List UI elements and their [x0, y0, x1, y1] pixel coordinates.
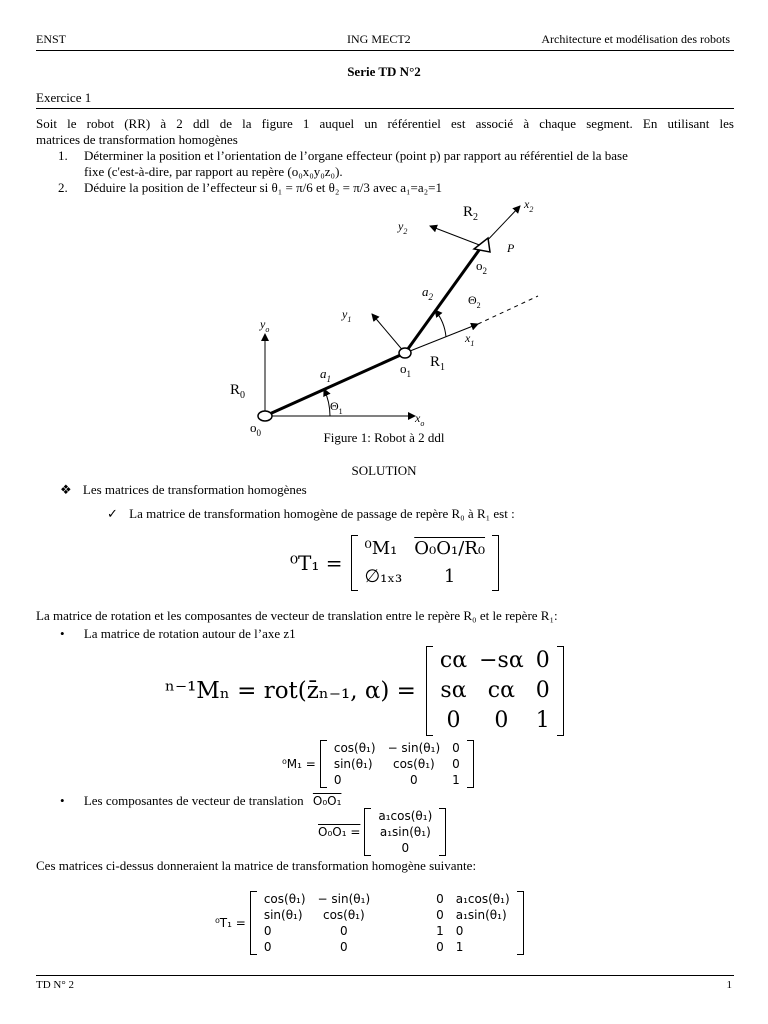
rotation-general-cell: 0 [535, 648, 550, 673]
label-o2: $o_2$ [476, 258, 487, 276]
theta2-arc [435, 310, 446, 337]
question-1-line-2: fixe (c'est-à-dire, par rapport au repère (o₀x₀y₀z₀). [84, 164, 343, 179]
solution-title: SOLUTION [351, 463, 417, 478]
question-2 [36, 180, 734, 196]
t01-cell: 1 [436, 924, 444, 938]
rotation-general-cell: 0 [535, 678, 550, 703]
o0o1-cell: a₁sin(θ₁) [379, 825, 431, 839]
rotation-general-cell: 0 [446, 708, 461, 733]
t01-cell: 1 [455, 940, 464, 954]
question-1-number: 1. [58, 148, 68, 163]
question-2-number: 2. [58, 180, 68, 195]
label-r0: $R_0$ [230, 382, 246, 401]
t01-cell: 0 [455, 924, 464, 938]
label-y2: $y_2$ [398, 219, 408, 236]
t01-cell: 0 [263, 940, 272, 954]
statement-line-2: matrices de transformation homogènes [36, 132, 238, 147]
label-o0: $o_0$ [250, 420, 261, 436]
label-y0: $y_o$ [260, 317, 270, 334]
rotation-general: ⁿ⁻¹Mₙ = rot(z̄ₙ₋₁, α) = cα −sα 0 sα cα 0 0 0 1 [165, 646, 564, 736]
combine-text: Ces matrices ci-dessus donneraient la matrice de transformation homogène suivante: [36, 858, 477, 873]
header-center: ING MECT2 [347, 32, 411, 46]
t1-cell: ⁰M₁ [364, 538, 398, 559]
t01-matrix [250, 891, 524, 955]
bullet-matrices: ❖ Les matrices de transformation homogènes [60, 482, 307, 497]
bullet-rotation: • La matrice de rotation autour de l’axe z1 [60, 626, 296, 641]
o0o1-vector [364, 808, 446, 856]
label-x1: $x_1$ [465, 331, 475, 348]
t1-cell: O₀O₁/R₀ [414, 538, 486, 559]
bullet-dot-icon: • [60, 626, 65, 641]
t01-cell: cos(θ₁) [263, 892, 306, 906]
check-item: ✓ La matrice de transformation homogène de passage de repère R₀ à R₁ est : [107, 506, 515, 521]
t01-cell: a₁sin(θ₁) [455, 908, 507, 922]
rotation-general-cell: 1 [535, 708, 550, 733]
rotation-general-matrix [426, 646, 564, 736]
t01-cell: sin(θ₁) [263, 908, 303, 922]
o0o1-equation: O₀O₁ = a₁cos(θ₁) a₁sin(θ₁) 0 [318, 808, 446, 856]
label-y1: $y_1$ [342, 307, 352, 324]
end-effector-gripper [474, 238, 490, 252]
t01-cell: 0 [436, 908, 444, 922]
t01-cell: 0 [340, 924, 348, 938]
page-number: 1 [726, 979, 732, 991]
page-title: Serie TD N°2 [347, 64, 421, 79]
m01-cell: − sin(θ₁) [387, 741, 441, 755]
figure-caption: Figure 1: Robot à 2 ddl [323, 430, 445, 445]
label-theta1: $\Theta_1$ [330, 399, 343, 416]
footer-rule [36, 975, 734, 976]
label-theta2: $\Theta_2$ [468, 293, 481, 310]
rotation-general-cell: 0 [494, 708, 509, 733]
m01-cell: 1 [452, 773, 460, 787]
x1-extension [478, 296, 538, 324]
exercise-rule [36, 108, 734, 109]
bullet-translation: • Les composantes de vecteur de translation O₀O₁ [60, 793, 342, 808]
y2-axis [430, 226, 482, 246]
label-a1: $a_1$ [320, 366, 331, 384]
m01-cell: cos(θ₁) [333, 741, 376, 755]
m01-cell: sin(θ₁) [333, 757, 373, 771]
statement [36, 116, 734, 196]
m01-cell: 0 [333, 773, 342, 787]
label-x0: $x_o$ [415, 411, 425, 428]
t01-cell: 0 [340, 940, 348, 954]
exercise-label: Exercice 1 [36, 90, 92, 105]
label-x2: $x_2$ [524, 197, 534, 214]
label-o1: $o_1$ [400, 361, 411, 379]
m01-cell: cos(θ₁) [392, 757, 435, 771]
rotation-general-cell: sα [440, 678, 467, 703]
diamond-bullet-icon: ❖ [60, 482, 72, 497]
t01-equation: ⁰T₁ = cos(θ₁) − sin(θ₁) 0 a₁cos(θ₁) sin(θ₁) cos(θ₁) 0 a₁sin(θ₁) 0 0 1 0 0 0 0 1 [215, 891, 524, 955]
header-left: ENST [36, 32, 66, 46]
statement-line-1: Soit le robot (RR) à 2 ddl de la figure 1 auquel un référentiel est associé à chaque segment. En utilisant les [36, 116, 734, 131]
rotation-general-cell: cα [487, 678, 515, 703]
m01-equation: ⁰M₁ = cos(θ₁) − sin(θ₁) 0 sin(θ₁) cos(θ₁) 0 0 0 1 [282, 740, 474, 788]
rotation-intro: La matrice de rotation et les composantes de vecteur de translation entre le repère R₀ et le repère R₁: [36, 608, 558, 623]
robot-figure [220, 196, 560, 436]
o0o1-cell: 0 [401, 841, 410, 855]
t01-cell: cos(θ₁) [322, 908, 365, 922]
o0o1-cell: a₁cos(θ₁) [378, 809, 433, 823]
footer-left: TD N° 2 [36, 979, 75, 991]
t01-cell: − sin(θ₁) [317, 892, 371, 906]
joint-o1 [399, 348, 411, 358]
header-rule [36, 50, 734, 51]
label-p: P [507, 241, 515, 255]
bullet-dot-icon: • [60, 793, 65, 808]
m01-cell: 0 [452, 757, 460, 771]
m01-cell: 0 [410, 773, 418, 787]
rotation-general-cell: cα [439, 648, 468, 673]
m01-cell: 0 [452, 741, 460, 755]
m01-matrix [320, 740, 474, 788]
t1-block-matrix [351, 535, 500, 591]
question-2-line: Déduire la position de l’effecteur si θ₁ = π/6 et θ₂ = π/3 avec a₁=a₂=1 [84, 180, 442, 195]
y1-axis [372, 314, 405, 353]
rotation-general-cell: −sα [479, 648, 524, 673]
question-1-line-1: Déterminer la position et l’orientation de l’organe effecteur (point p) par rapport au référentiel de la base [84, 148, 628, 163]
header-right: Architecture et modélisation des robots [541, 32, 730, 46]
t01-cell: a₁cos(θ₁) [455, 892, 510, 906]
t1-definition: ⁰T₁ = ⁰M₁ O₀O₁/R₀ ∅₁ₓ₃ 1 [290, 535, 499, 591]
label-r1: $R_1$ [430, 354, 446, 373]
t1-cell: ∅₁ₓ₃ [364, 566, 403, 587]
label-a2: $a_2$ [422, 284, 433, 302]
t01-cell: 0 [263, 924, 272, 938]
t01-cell: 0 [436, 892, 444, 906]
t1-cell: 1 [443, 566, 456, 587]
question-1 [36, 148, 734, 180]
t01-cell: 0 [436, 940, 444, 954]
label-r2: $R_2$ [463, 204, 479, 223]
check-icon: ✓ [107, 506, 118, 521]
joint-o0 [258, 411, 272, 421]
